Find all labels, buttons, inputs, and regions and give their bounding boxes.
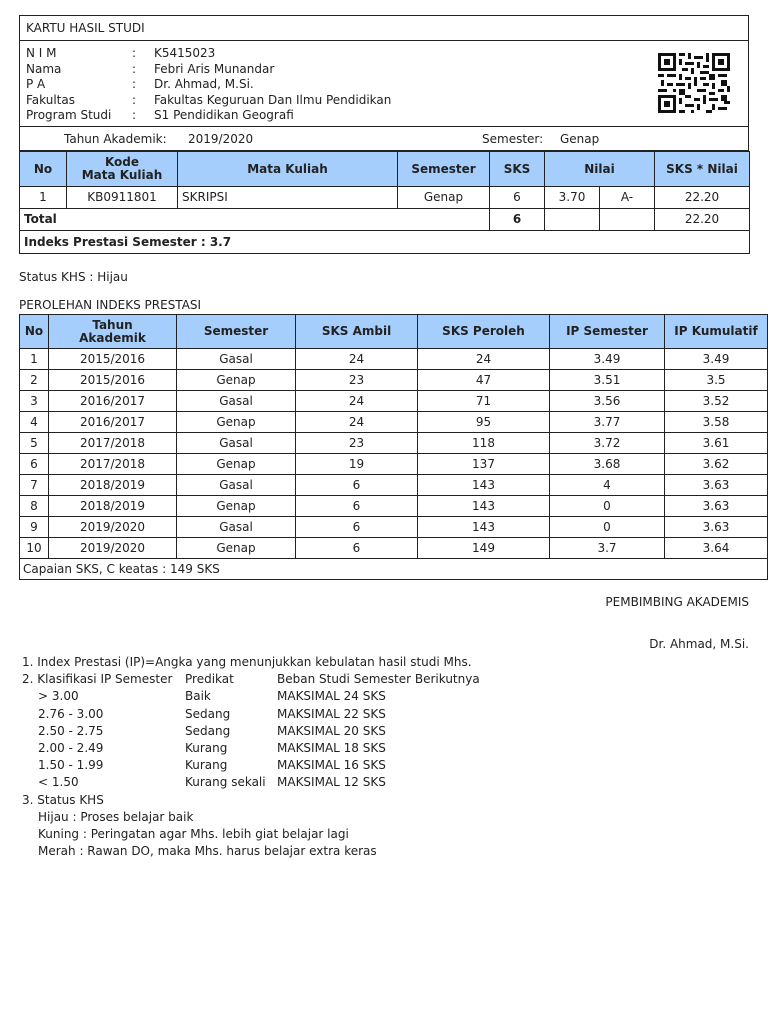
col-tahun bbox=[49, 315, 177, 349]
info-row-fakultas bbox=[26, 93, 391, 109]
ip-range: > 3.00 bbox=[38, 689, 79, 704]
notes bbox=[22, 654, 742, 860]
note-2-header bbox=[22, 671, 742, 688]
ips-text: Indeks Prestasi Semester : 3.7 bbox=[20, 231, 750, 254]
info-colon: : bbox=[132, 46, 137, 60]
info-row-prodi bbox=[26, 108, 391, 124]
info-label: N I M bbox=[26, 46, 57, 60]
col-semester: Semester bbox=[398, 152, 490, 187]
list-item bbox=[22, 706, 742, 723]
ip-section-title: PEROLEHAN INDEKS PRESTASI bbox=[19, 298, 202, 312]
col-mata-kuliah: Mata Kuliah bbox=[178, 152, 398, 187]
total-empty bbox=[600, 209, 655, 231]
cell-ip-semester: 3.51 bbox=[550, 370, 665, 391]
student-info-box bbox=[19, 15, 749, 151]
cell-no: 6 bbox=[20, 454, 49, 475]
col-nilai: Nilai bbox=[545, 152, 655, 187]
cell-ip-kumulatif: 3.63 bbox=[665, 517, 768, 538]
cell-ip-semester: 3.56 bbox=[550, 391, 665, 412]
predikat: Sedang bbox=[185, 723, 231, 738]
cell-tahun: 2018/2019 bbox=[49, 496, 177, 517]
col-kode-line2: Mata Kuliah bbox=[81, 168, 163, 182]
table-row bbox=[20, 370, 768, 391]
ips-row bbox=[20, 231, 750, 254]
cell-ip-semester: 4 bbox=[550, 475, 665, 496]
ip-range: 1.50 - 1.99 bbox=[38, 758, 104, 773]
total-sks-nilai: 22.20 bbox=[655, 209, 750, 231]
info-value: Febri Aris Munandar bbox=[154, 61, 275, 76]
cell-tahun: 2016/2017 bbox=[49, 412, 177, 433]
info-value: Dr. Ahmad, M.Si. bbox=[154, 77, 254, 91]
cell-ip-kumulatif: 3.61 bbox=[665, 433, 768, 454]
info-label: Fakultas bbox=[26, 92, 75, 107]
cell-sks-ambil: 24 bbox=[296, 412, 418, 433]
cell-no: 3 bbox=[20, 391, 49, 412]
cell-semester: Genap bbox=[177, 496, 296, 517]
table-row bbox=[20, 475, 768, 496]
list-item: Kuning : Peringatan agar Mhs. lebih giat belajar lagi bbox=[38, 826, 349, 841]
list-item bbox=[22, 740, 742, 757]
total-label: Total bbox=[20, 209, 490, 231]
list-item bbox=[22, 688, 742, 705]
tahun-label: Tahun Akademik: bbox=[64, 132, 167, 146]
cell-ip-kumulatif: 3.58 bbox=[665, 412, 768, 433]
cell-sks-ambil: 6 bbox=[296, 517, 418, 538]
cell-no: 7 bbox=[20, 475, 49, 496]
cell-no: 1 bbox=[20, 187, 67, 209]
note-2-beban-header: Beban Studi Semester Berikutnya bbox=[277, 672, 480, 687]
cell-sks-ambil: 23 bbox=[296, 433, 418, 454]
cell-tahun: 2017/2018 bbox=[49, 454, 177, 475]
list-item: Merah : Rawan DO, maka Mhs. harus belajar extra keras bbox=[38, 844, 377, 859]
predikat: Kurang bbox=[185, 758, 228, 773]
ip-classification-list bbox=[22, 688, 742, 791]
col-no: No bbox=[20, 152, 67, 187]
cell-kode: KB0911801 bbox=[67, 187, 178, 209]
ip-table-body bbox=[20, 349, 768, 559]
ip-range: 2.50 - 2.75 bbox=[38, 723, 104, 738]
cell-ip-semester: 3.68 bbox=[550, 454, 665, 475]
document-title: KARTU HASIL STUDI bbox=[20, 16, 748, 41]
course-table bbox=[19, 151, 750, 254]
cell-sks-peroleh: 143 bbox=[418, 517, 550, 538]
status-khs: Status KHS : Hijau bbox=[19, 270, 128, 284]
info-colon: : bbox=[132, 77, 137, 91]
cell-tahun: 2018/2019 bbox=[49, 475, 177, 496]
ip-history-table bbox=[19, 314, 768, 580]
course-header-row bbox=[20, 152, 750, 187]
col-sks: SKS bbox=[490, 152, 545, 187]
list-item bbox=[22, 757, 742, 774]
cell-no: 1 bbox=[20, 349, 49, 370]
semester-value: Genap bbox=[560, 132, 600, 146]
cell-ip-semester: 0 bbox=[550, 496, 665, 517]
col-no: No bbox=[20, 315, 49, 349]
student-info bbox=[26, 46, 391, 124]
col-ip-kumulatif: IP Kumulatif bbox=[665, 315, 768, 349]
cell-tahun: 2019/2020 bbox=[49, 538, 177, 559]
table-row bbox=[20, 187, 750, 209]
table-row bbox=[20, 454, 768, 475]
total-sks: 6 bbox=[490, 209, 545, 231]
col-ip-semester: IP Semester bbox=[550, 315, 665, 349]
beban-studi: MAKSIMAL 12 SKS bbox=[277, 775, 386, 790]
ip-header-row bbox=[20, 315, 768, 349]
status-khs-list bbox=[22, 809, 742, 861]
beban-studi: MAKSIMAL 16 SKS bbox=[277, 758, 386, 773]
col-tahun-line1: Tahun bbox=[92, 317, 133, 332]
cell-no: 9 bbox=[20, 517, 49, 538]
info-colon: : bbox=[132, 92, 137, 107]
cell-no: 8 bbox=[20, 496, 49, 517]
col-kode-line1: Kode bbox=[104, 155, 140, 169]
beban-studi: MAKSIMAL 20 SKS bbox=[277, 723, 386, 738]
cell-semester: Genap bbox=[177, 370, 296, 391]
table-row bbox=[20, 412, 768, 433]
cell-no: 5 bbox=[20, 433, 49, 454]
col-sks-ambil: SKS Ambil bbox=[296, 315, 418, 349]
cell-no: 2 bbox=[20, 370, 49, 391]
table-row bbox=[20, 517, 768, 538]
table-row bbox=[20, 433, 768, 454]
cell-semester: Genap bbox=[177, 454, 296, 475]
tahun-value: 2019/2020 bbox=[188, 132, 254, 146]
cell-sks-peroleh: 137 bbox=[418, 454, 550, 475]
cell-tahun: 2017/2018 bbox=[49, 433, 177, 454]
cell-sks-ambil: 6 bbox=[296, 496, 418, 517]
info-row-pa bbox=[26, 77, 391, 93]
cell-ip-kumulatif: 3.52 bbox=[665, 391, 768, 412]
cell-sks-peroleh: 24 bbox=[418, 349, 550, 370]
cell-semester: Genap bbox=[177, 538, 296, 559]
cell-sks-ambil: 6 bbox=[296, 538, 418, 559]
cell-sks-nilai: 22.20 bbox=[655, 187, 750, 209]
cell-semester: Gasal bbox=[177, 475, 296, 496]
cell-sks-peroleh: 118 bbox=[418, 433, 550, 454]
cell-sks-ambil: 6 bbox=[296, 475, 418, 496]
cell-no: 4 bbox=[20, 412, 49, 433]
col-kode bbox=[67, 152, 178, 187]
table-row bbox=[20, 349, 768, 370]
total-empty bbox=[545, 209, 600, 231]
list-item bbox=[22, 723, 742, 740]
cell-ip-kumulatif: 3.62 bbox=[665, 454, 768, 475]
signature-role: PEMBIMBING AKADEMIS bbox=[605, 595, 749, 609]
qr-code-icon bbox=[658, 53, 730, 113]
info-label: P A bbox=[26, 77, 46, 91]
table-row bbox=[20, 538, 768, 559]
cell-no: 10 bbox=[20, 538, 49, 559]
col-sks-peroleh: SKS Peroleh bbox=[418, 315, 550, 349]
signature-name: Dr. Ahmad, M.Si. bbox=[649, 637, 749, 651]
list-item: Hijau : Proses belajar baik bbox=[38, 809, 194, 824]
cell-semester: Genap bbox=[398, 187, 490, 209]
cell-sks-peroleh: 95 bbox=[418, 412, 550, 433]
academic-period-row bbox=[20, 126, 748, 151]
cell-sks-ambil: 24 bbox=[296, 391, 418, 412]
ip-range: < 1.50 bbox=[38, 775, 79, 790]
table-row bbox=[20, 391, 768, 412]
ip-range: 2.00 - 2.49 bbox=[38, 740, 104, 755]
predikat: Kurang sekali bbox=[185, 775, 266, 790]
cell-tahun: 2016/2017 bbox=[49, 391, 177, 412]
note-2-predikat-header: Predikat bbox=[185, 672, 234, 687]
cell-sks-ambil: 23 bbox=[296, 370, 418, 391]
cell-sks-peroleh: 149 bbox=[418, 538, 550, 559]
info-label: Program Studi bbox=[26, 108, 112, 122]
cell-tahun: 2015/2016 bbox=[49, 370, 177, 391]
info-row-nim bbox=[26, 46, 391, 62]
beban-studi: MAKSIMAL 22 SKS bbox=[277, 706, 386, 721]
cell-sks-peroleh: 143 bbox=[418, 475, 550, 496]
cell-ip-semester: 3.49 bbox=[550, 349, 665, 370]
cell-semester: Gasal bbox=[177, 517, 296, 538]
cell-semester: Gasal bbox=[177, 349, 296, 370]
semester-label: Semester: bbox=[482, 132, 544, 146]
table-row bbox=[20, 496, 768, 517]
cell-sks-peroleh: 71 bbox=[418, 391, 550, 412]
beban-studi: MAKSIMAL 24 SKS bbox=[277, 689, 386, 704]
col-tahun-line2: Akademik bbox=[79, 330, 146, 345]
info-value: S1 Pendidikan Geografi bbox=[154, 108, 294, 122]
info-colon: : bbox=[132, 108, 137, 122]
cell-sks-peroleh: 47 bbox=[418, 370, 550, 391]
list-item bbox=[22, 774, 742, 791]
beban-studi: MAKSIMAL 18 SKS bbox=[277, 740, 386, 755]
capaian-row bbox=[20, 559, 768, 580]
cell-semester: Genap bbox=[177, 412, 296, 433]
info-colon: : bbox=[132, 61, 137, 76]
cell-sks-ambil: 19 bbox=[296, 454, 418, 475]
col-semester: Semester bbox=[177, 315, 296, 349]
cell-ip-semester: 0 bbox=[550, 517, 665, 538]
cell-tahun: 2015/2016 bbox=[49, 349, 177, 370]
cell-semester: Gasal bbox=[177, 391, 296, 412]
cell-ip-semester: 3.72 bbox=[550, 433, 665, 454]
cell-sks-peroleh: 143 bbox=[418, 496, 550, 517]
note-3: 3. Status KHS bbox=[22, 792, 104, 807]
cell-sks-ambil: 24 bbox=[296, 349, 418, 370]
predikat: Sedang bbox=[185, 706, 231, 721]
cell-sks: 6 bbox=[490, 187, 545, 209]
info-row-nama bbox=[26, 62, 391, 78]
predikat: Kurang bbox=[185, 740, 228, 755]
cell-ip-kumulatif: 3.63 bbox=[665, 475, 768, 496]
cell-nilai-angka: 3.70 bbox=[545, 187, 600, 209]
capaian-text: Capaian SKS, C keatas : 149 SKS bbox=[20, 559, 768, 580]
ip-range: 2.76 - 3.00 bbox=[38, 706, 104, 721]
predikat: Baik bbox=[185, 689, 211, 704]
cell-tahun: 2019/2020 bbox=[49, 517, 177, 538]
cell-ip-semester: 3.7 bbox=[550, 538, 665, 559]
info-value: K5415023 bbox=[154, 46, 216, 60]
cell-nilai-huruf: A- bbox=[600, 187, 655, 209]
cell-ip-kumulatif: 3.63 bbox=[665, 496, 768, 517]
info-label: Nama bbox=[26, 61, 62, 76]
total-row bbox=[20, 209, 750, 231]
cell-ip-semester: 3.77 bbox=[550, 412, 665, 433]
note-1: 1. Index Prestasi (IP)=Angka yang menunjukkan kebulatan hasil studi Mhs. bbox=[22, 655, 472, 669]
cell-ip-kumulatif: 3.64 bbox=[665, 538, 768, 559]
cell-mata-kuliah: SKRIPSI bbox=[178, 187, 398, 209]
cell-ip-kumulatif: 3.5 bbox=[665, 370, 768, 391]
info-value: Fakultas Keguruan Dan Ilmu Pendidikan bbox=[154, 92, 392, 107]
cell-ip-kumulatif: 3.49 bbox=[665, 349, 768, 370]
cell-semester: Gasal bbox=[177, 433, 296, 454]
col-sks-nilai: SKS * Nilai bbox=[655, 152, 750, 187]
note-2-title: 2. Klasifikasi IP Semester bbox=[22, 672, 173, 687]
